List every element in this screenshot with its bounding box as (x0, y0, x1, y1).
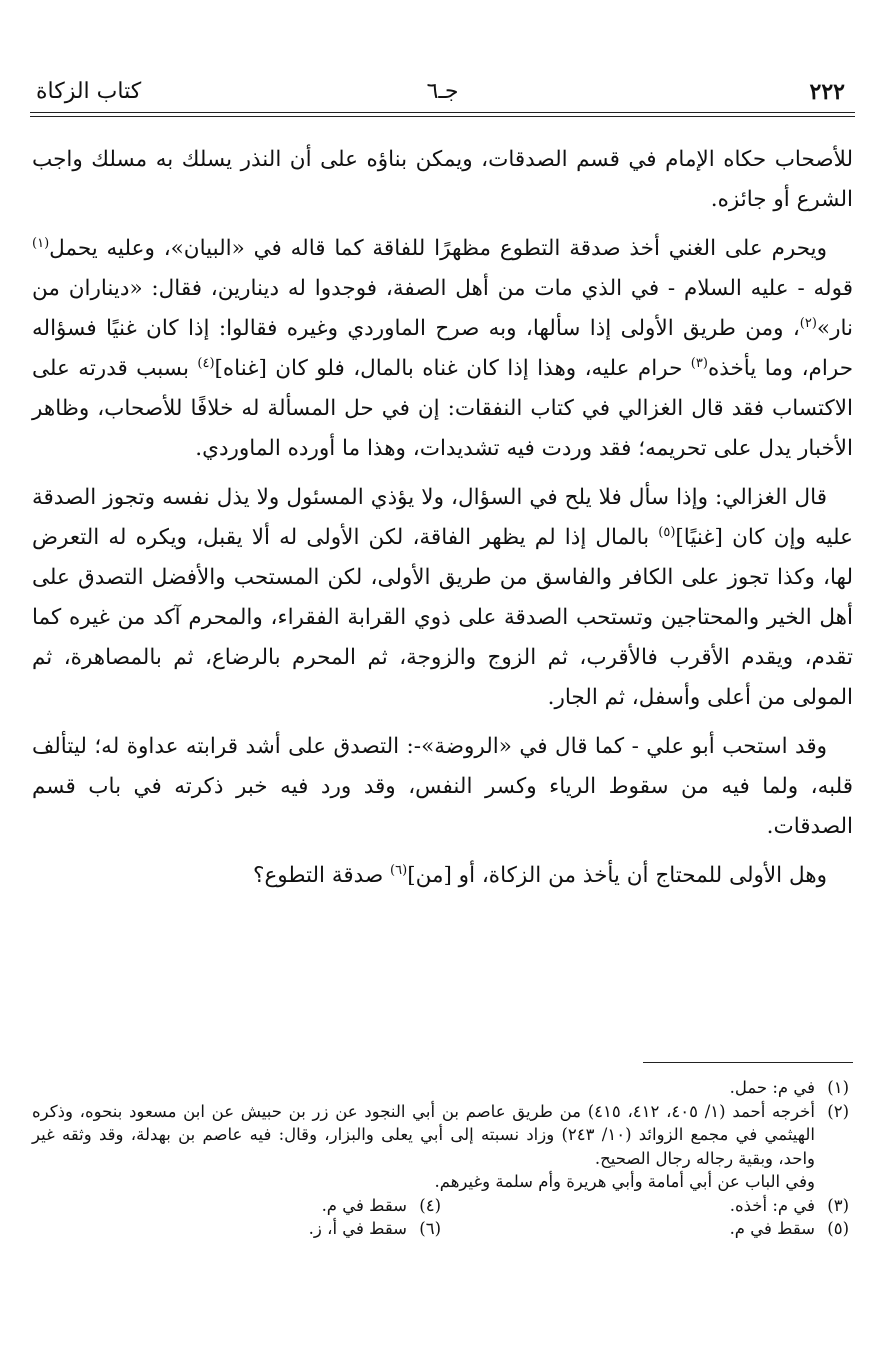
paragraph-5-text-1: وهل الأولى للمحتاج أن يأخذ من الزكاة، أو [من] (407, 863, 827, 888)
paragraph-5-text-2: صدقة التطوع؟ (253, 863, 391, 888)
footnote-3-text: في م: أخذه. (729, 1195, 815, 1215)
footnotes (32, 1076, 853, 1241)
footnote-6 (37, 1217, 445, 1241)
footnote-2-number: (٢) (827, 1101, 849, 1121)
paragraph-2-text-2: قوله - عليه السلام - في الذي مات من أهل الصفة، فوجدوا له دينارين، فقال: «ديناران من نار» (32, 276, 853, 341)
footnote-2-text: أخرجه أحمد (١/ ٤٠٥، ٤١٢، ٤١٥) من طريق عاصم بن أبي النجود عن زر بن حبيش عن ابن مسعود بنحوه، وذكره الهيثمي في مجمع الزوائد (١٠/ ٢٤٣) وزاد نسبته إلى أبي يعلى والبزار، وقال: فيه عاصم بن بهدلة، وقد وثقه غير واحد، وبقية رجاله رجال الصحيح. (32, 1101, 815, 1168)
paragraph-2-text-4: حرام عليه، وهذا إذا كان غناه بالمال، فلو كان [غناه] (214, 356, 691, 381)
footnote-row-3-4 (32, 1194, 853, 1218)
paragraph-1 (32, 140, 853, 220)
footnote-ref-4[interactable]: (٤) (197, 355, 215, 371)
footnote-4-text: سقط في م. (321, 1195, 407, 1215)
footnote-separator (643, 1062, 853, 1063)
footnote-ref-1[interactable]: (١) (32, 235, 50, 251)
footnote-4-number: (٤) (419, 1195, 441, 1215)
paragraph-3-text-2: بالمال إذا لم يظهر الفاقة، لكن الأولى له ألا يقبل، ويكره له التعرض لها، وكذا تجوز على الكافر والفاسق من طريق الأولى، لكن المستحب والأفضل التصدق على أهل الخير والمحتاجين وتستحب الصدقة على ذوي القرابة الفقراء، والمحرم آكد من غيره كما تقدم، ويقدم الأقرب فالأقرب، ثم الزوج والزوجة، ثم المحرم بالرضاع، ثم بالمصاهرة، ثم المولى من أعلى وأسفل، ثم الجار. (32, 525, 853, 710)
footnote-6-number: (٦) (419, 1219, 441, 1238)
paragraph-5 (32, 856, 853, 896)
footnote-5-number: (٥) (827, 1219, 849, 1238)
footnote-1-text: في م: حمل. (729, 1078, 815, 1097)
paragraph-2-text-1: ويحرم على الغني أخذ صدقة التطوع مظهرًا للفاقة كما قاله في «البيان»، وعليه يحمل (49, 236, 827, 261)
footnote-5-text: سقط في م. (729, 1219, 815, 1238)
paragraph-3 (32, 478, 853, 718)
footnote-6-text: سقط في أ، ز. (308, 1219, 407, 1238)
paragraph-4 (32, 727, 853, 847)
footnote-ref-2[interactable]: (٢) (799, 315, 817, 331)
paragraph-2-text-5: بسبب قدرته على الاكتساب فقد قال الغزالي في كتاب النفقات: إن في حل المسألة له خلافًا للأصحاب، وظاهر الأخبار يدل على تحريمه؛ فقد وردت فيه تشديدات، وهذا ما أورده الماوردي. (32, 356, 853, 461)
book-title: كتاب الزكاة (36, 79, 142, 104)
footnote-ref-5[interactable]: (٥) (658, 524, 676, 540)
paragraph-2 (32, 229, 853, 469)
main-text (32, 140, 853, 905)
footnote-2-extra: وفي الباب عن أبي أمامة وأبي هريرة وأم سلمة وغيرهم. (434, 1172, 815, 1191)
footnote-row-5-6 (32, 1217, 853, 1241)
footnote-5 (445, 1217, 853, 1241)
footnote-1 (32, 1076, 853, 1100)
paragraph-3-text-1: قال الغزالي: وإذا سأل فلا يلح في السؤال، ولا يؤذي المسئول ولا يذل نفسه وتجوز الصدقة عليه وإن كان [غنيًا] (32, 485, 853, 550)
page-number: ٢٢٢ (809, 79, 845, 105)
footnote-4 (37, 1194, 445, 1218)
paragraph-2-text-3: ، ومن طريق الأولى إذا سألها، وبه صرح الماوردي وغيره فقالوا: إذا كان غنيًا فسؤاله حرام، وما يأخذه (32, 316, 853, 381)
header-double-rule (30, 112, 855, 117)
footnote-ref-3[interactable]: (٣) (690, 355, 708, 371)
paragraph-1-text: للأصحاب حكاه الإمام في قسم الصدقات، ويمكن بناؤه على أن النذر يسلك به مسلك واجب الشرع أو جائزه. (32, 147, 853, 212)
footnote-3-number: (٣) (827, 1195, 849, 1215)
footnote-ref-6[interactable]: (٦) (390, 862, 408, 878)
footnote-3 (445, 1194, 853, 1218)
footnote-1-number: (١) (827, 1078, 849, 1097)
paragraph-4-text: وقد استحب أبو علي - كما قال في «الروضة»-: التصدق على أشد قرابته عداوة له؛ ليتألف قلبه، ولما فيه من سقوط الرياء وكسر النفس، وقد ورد فيه خبر ذكرته في باب قسم الصدقات. (32, 734, 853, 839)
running-header (32, 72, 853, 112)
footnote-2 (32, 1100, 853, 1194)
volume-label: جـ٦ (426, 79, 459, 104)
